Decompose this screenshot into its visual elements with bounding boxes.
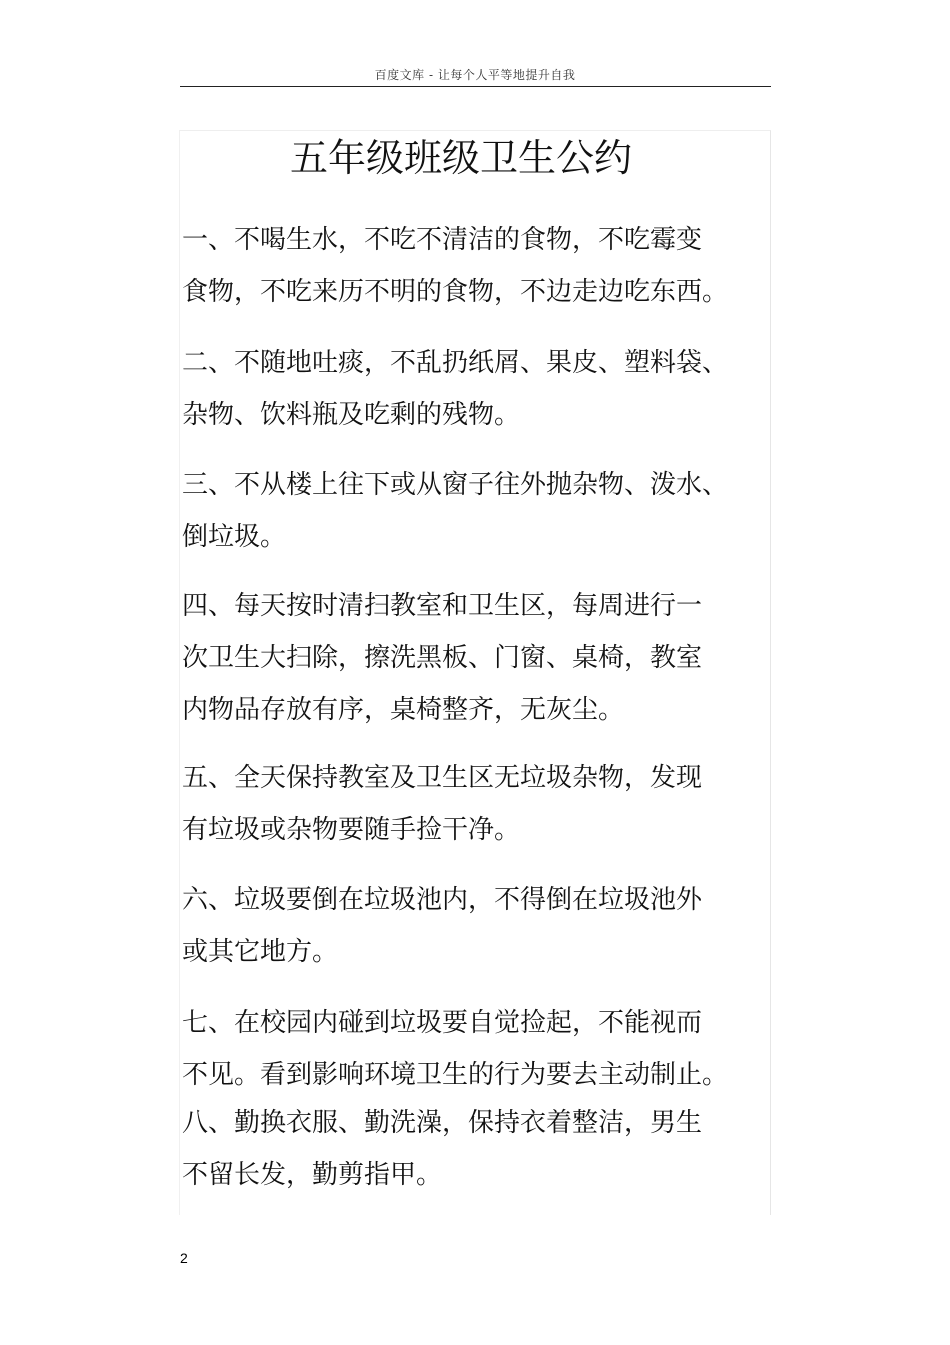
rule-line: 不留长发，勤剪指甲。 [182,1160,443,1190]
rule-line: 杂物、饮料瓶及吃剩的残物。 [182,400,521,430]
rule-line: 三、不从楼上往下或从窗子往外抛杂物、泼水、 [182,470,729,500]
rule-line: 或其它地方。 [182,937,339,967]
rule-item-1 [182,214,747,318]
rule-item-3 [182,459,747,563]
rule-line: 六、垃圾要倒在垃圾池内，不得倒在垃圾池外 [182,885,703,915]
rule-line: 四、每天按时清扫教室和卫生区，每周进行一 [182,591,703,621]
rule-line: 食物，不吃来历不明的食物，不边走边吃东西。 [182,277,729,307]
rule-item-5 [182,752,747,856]
rule-item-4 [182,580,747,736]
page-header: 百度文库 - 让每个人平等地提升自我 [374,68,576,82]
page-number: 2 [180,1250,188,1266]
rule-item-7 [182,997,747,1101]
rule-item-8 [182,1097,747,1201]
document-title: 五年级班级卫生公约 [289,136,632,180]
rule-line: 有垃圾或杂物要随手捡干净。 [182,815,521,845]
rule-line: 一、不喝生水，不吃不清洁的食物，不吃霉变 [182,225,703,255]
rule-line: 八、勤换衣服、勤洗澡，保持衣着整洁，男生 [182,1108,703,1138]
rule-line: 次卫生大扫除，擦洗黑板、门窗、桌椅，教室 [182,643,703,673]
rule-line: 二、不随地吐痰，不乱扔纸屑、果皮、塑料袋、 [182,348,729,378]
header-divider [180,86,771,87]
rule-line: 不见。看到影响环境卫生的行为要去主动制止。 [182,1060,729,1090]
rule-item-6 [182,874,747,978]
rule-line: 七、在校园内碰到垃圾要自觉捡起，不能视而 [182,1008,703,1038]
rule-line: 内物品存放有序，桌椅整齐，无灰尘。 [182,695,625,725]
rule-line: 倒垃圾。 [182,522,287,552]
rule-line: 五、全天保持教室及卫生区无垃圾杂物，发现 [182,763,703,793]
rule-item-2 [182,337,747,441]
